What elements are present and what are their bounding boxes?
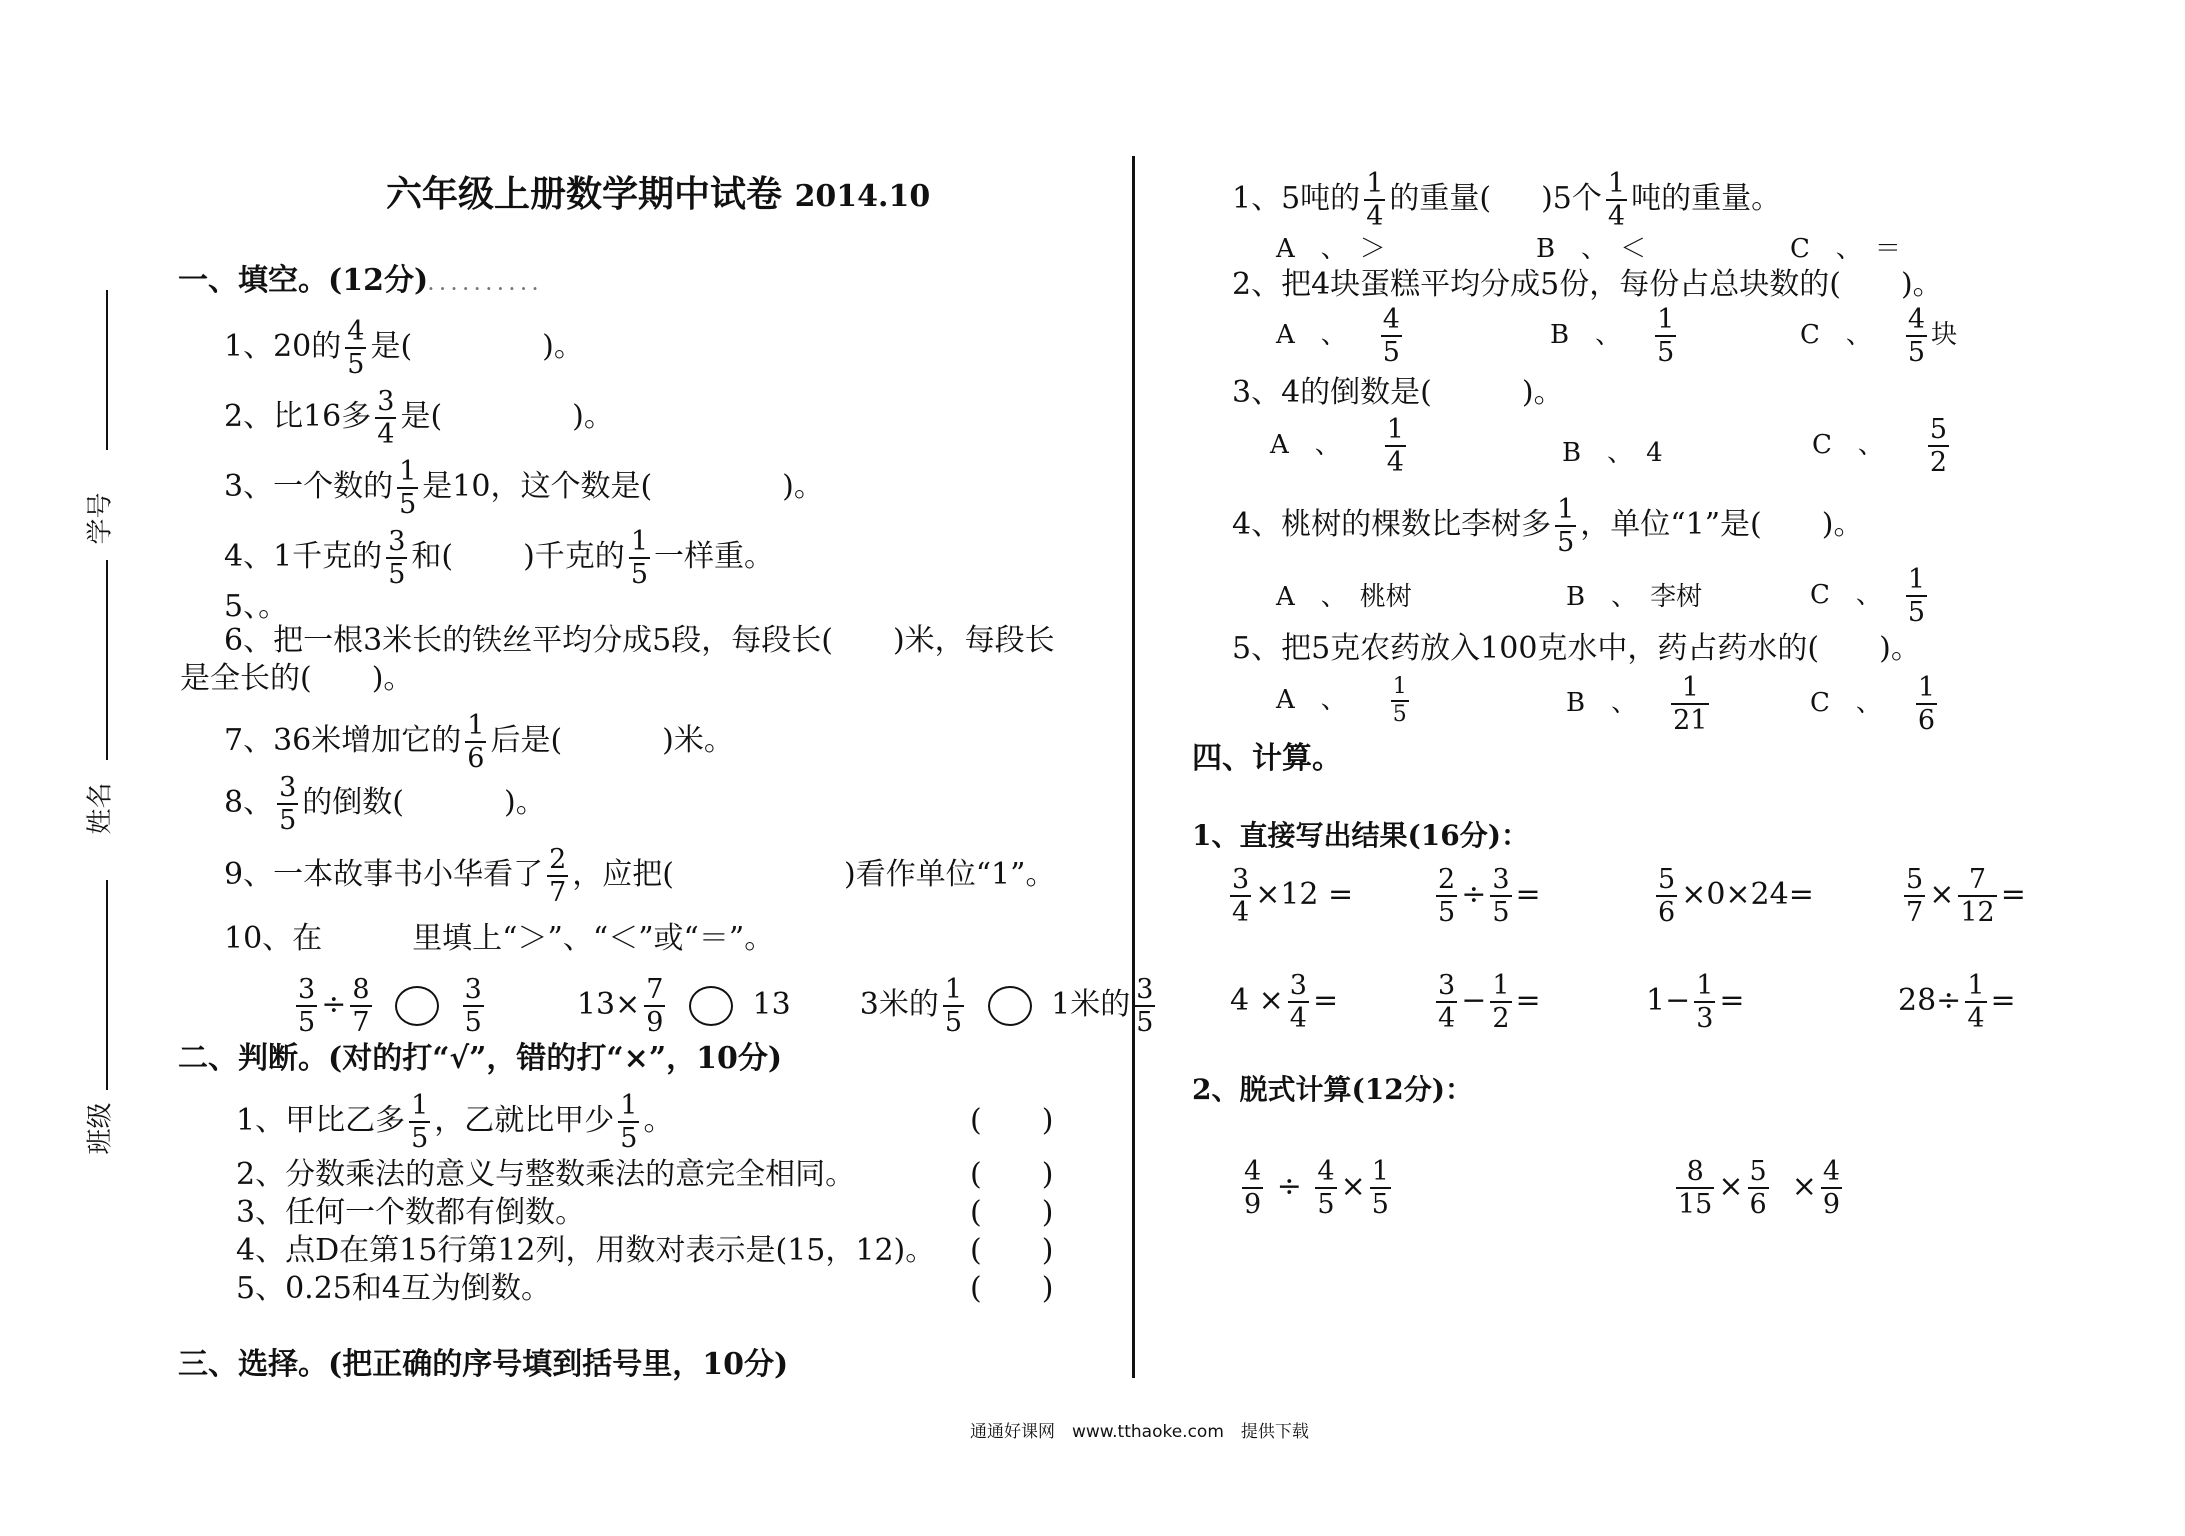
fill-q7: 7、36米增加它的 $\frac{1}{6}$ 后是( )米。 (224, 710, 734, 774)
fill-q2: 2、比16多 $\frac{3}{4}$ 是( )。 (224, 386, 614, 450)
judge-q3: 3、任何一个数都有倒数。 (236, 1195, 586, 1230)
calc-step-1: $\frac{4}{9}$ ÷ $\frac{4}{5}$ × $\frac{1}{5}$ (1244, 1156, 1389, 1220)
choice-q4-option-b: B 、 李树 (1566, 582, 1703, 612)
fill-q8: 8、 $\frac{3}{5}$ 的倒数( )。 (224, 772, 546, 836)
calc-step-2: $\frac{8}{15}$ × $\frac{5}{6}$ × $\frac{4}{9}$ (1678, 1156, 1841, 1220)
choice-q3-option-b: B 、 4 (1562, 438, 1663, 468)
compare-circle-2[interactable] (689, 986, 733, 1026)
id-label: 学号 (85, 492, 116, 545)
choice-q3: 3、4的倒数是( )。 (1232, 375, 1564, 410)
choice-q2-option-c: C 、 $\frac{4}{5}$ 块 (1800, 304, 1958, 368)
choice-q5-option-b: B 、 $\frac{1}{21}$ (1566, 672, 1708, 736)
calc-r2c2: $\frac{3}{4}$ − $\frac{1}{2}$ = (1438, 970, 1541, 1034)
choice-q4-option-c: C 、 $\frac{1}{5}$ (1810, 564, 1926, 628)
section-1-heading: 一、填空。(12分).......... (178, 263, 544, 298)
footer-text: 通通好课网 www.tthaoke.com 提供下载 (970, 1422, 1309, 1442)
judge-q5-paren[interactable]: ( ) (970, 1271, 1054, 1306)
section-4-sub1: 1、直接写出结果(16分)： (1192, 819, 1529, 852)
section-2-heading: 二、判断。(对的打“√”，错的打“×”，10分) (178, 1041, 783, 1076)
calc-r2c1: 4 × $\frac{3}{4}$ = (1230, 970, 1339, 1034)
fill-q6-line2: 是全长的( )。 (180, 661, 414, 696)
judge-q2-paren[interactable]: ( ) (970, 1157, 1054, 1192)
compare-circle-1[interactable] (395, 986, 439, 1026)
class-label: 班级 (85, 1102, 116, 1155)
id-line (106, 290, 108, 450)
judge-q2: 2、分数乘法的意义与整数乘法的意完全相同。 (236, 1157, 856, 1192)
section-3-heading: 三、选择。(把正确的序号填到括号里，10分) (178, 1347, 789, 1382)
class-line (106, 880, 108, 1090)
compare-circle-3[interactable] (988, 986, 1032, 1026)
fill-q9: 9、一本故事书小华看了 $\frac{2}{7}$ ，应把( )看作单位“1”。 (224, 844, 1056, 908)
choice-q1-option-c: C 、 ＝ (1790, 234, 1901, 264)
choice-q1-option-a: A 、 ＞ (1276, 234, 1386, 264)
choice-q5-option-a: A 、 $\frac{1}{5}$ (1276, 674, 1407, 727)
calc-r2c4: 28÷ $\frac{1}{4}$ = (1898, 970, 2016, 1034)
calc-r1c3: $\frac{5}{6}$ ×0×24= (1658, 864, 1814, 928)
page-title: 六年级上册数学期中试卷 2014.10 (386, 173, 931, 215)
choice-q2-option-b: B 、 $\frac{1}{5}$ (1550, 304, 1675, 368)
name-line (106, 560, 108, 760)
fill-q5: 5、。 (224, 589, 289, 624)
fill-q10: 10、在 里填上“＞”、“＜”或“＝”。 (224, 921, 775, 956)
compare-row: $\frac{3}{5}$ ÷ $\frac{8}{7}$ $\frac{3}{5}$ 13× $\frac{7}{9}$ 13 3米的 $\frac{1}{5}$ 1米的 $\frac{3}{5}$ (298, 974, 1154, 1038)
choice-q4: 4、桃树的棵数比李树多 $\frac{1}{5}$ ，单位“1”是( )。 (1232, 494, 1864, 558)
judge-q4: 4、点D在第15行第12列，用数对表示是(15，12)。 (236, 1233, 936, 1268)
column-divider (1132, 156, 1135, 1378)
choice-q3-option-a: A 、 $\frac{1}{4}$ (1270, 414, 1404, 478)
choice-q3-option-c: C 、 $\frac{5}{2}$ (1812, 414, 1948, 478)
calc-r1c2: $\frac{2}{5}$ ÷ $\frac{3}{5}$ = (1438, 864, 1541, 928)
judge-q1: 1、甲比乙多 $\frac{1}{5}$ ，乙就比甲少 $\frac{1}{5}$ 。 (236, 1090, 674, 1154)
choice-q1: 1、5吨的 $\frac{1}{4}$ 的重量( )5个 $\frac{1}{4}$ 吨的重量。 (1232, 168, 1782, 232)
judge-q4-paren[interactable]: ( ) (970, 1233, 1054, 1268)
section-4-sub2: 2、脱式计算(12分)： (1192, 1073, 1473, 1106)
choice-q1-option-b: B 、 ＜ (1536, 234, 1647, 264)
fill-q3: 3、一个数的 $\frac{1}{5}$ 是10，这个数是( )。 (224, 456, 824, 520)
fill-q1: 1、20的 $\frac{4}{5}$ 是( )。 (224, 316, 584, 380)
choice-q5: 5、把5克农药放入100克水中，药占药水的( )。 (1232, 631, 1921, 666)
choice-q4-option-a: A 、 桃树 (1276, 582, 1412, 612)
judge-q5: 5、0.25和4互为倒数。 (236, 1271, 551, 1306)
judge-q3-paren[interactable]: ( ) (970, 1195, 1054, 1230)
judge-q1-paren[interactable]: ( ) (970, 1103, 1054, 1138)
fill-q6-line1: 6、把一根3米长的铁丝平均分成5段，每段长( )米，每段长 (224, 623, 1055, 658)
choice-q2-option-a: A 、 $\frac{4}{5}$ (1276, 304, 1400, 368)
section-4-heading: 四、计算。 (1192, 741, 1342, 776)
calc-r2c3: 1− $\frac{1}{3}$ = (1646, 970, 1745, 1034)
calc-r1c4: $\frac{5}{7}$ × $\frac{7}{12}$ = (1906, 864, 2026, 928)
exam-date: 2014.10 (794, 179, 931, 214)
choice-q5-option-c: C 、 $\frac{1}{6}$ (1810, 672, 1936, 736)
name-label: 姓名 (85, 782, 116, 835)
choice-q2: 2、把4块蛋糕平均分成5份，每份占总块数的( )。 (1232, 267, 1943, 302)
calc-r1c1: $\frac{3}{4}$ ×12 = (1232, 864, 1354, 928)
fill-q4: 4、1千克的 $\frac{3}{5}$ 和( )千克的 $\frac{1}{5}$ 一样重。 (224, 526, 774, 590)
